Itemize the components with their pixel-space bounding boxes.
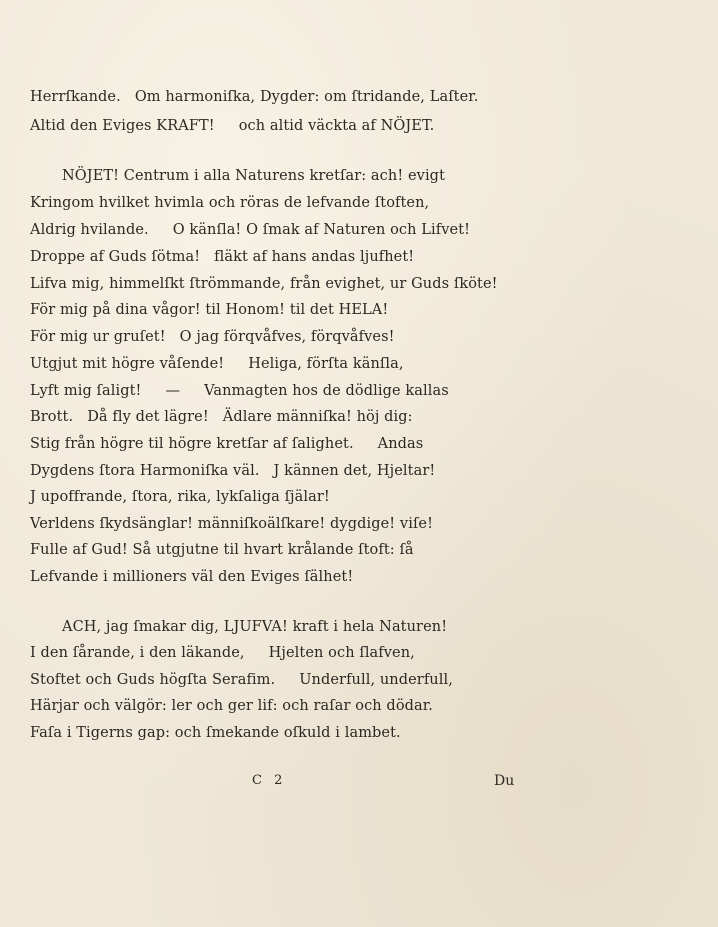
text-line <box>62 167 445 185</box>
line-segment: O känſla! O ſmak af Naturen och Lifvet! <box>172 222 471 238</box>
line-segment: Stoftet och Guds högſta Serafim. <box>30 672 276 688</box>
text-line <box>30 301 388 319</box>
line-segment: Hjelten och ſlafven, <box>268 645 415 661</box>
line-segment: Herrſkande. <box>30 89 121 105</box>
text-line <box>62 618 447 636</box>
text-line <box>30 194 429 212</box>
line-segment: Underfull, underfull, <box>299 672 453 688</box>
line-segment: Om harmoniſka, Dygder: om ſtridande, Laſter. <box>134 89 479 105</box>
text-line <box>30 671 453 689</box>
signature-mark: C 2 <box>252 773 287 788</box>
line-segment: I den ſårande, i den läkande, <box>30 645 245 661</box>
line-segment: och altid väckta af NÖJET. <box>238 118 435 134</box>
text-line <box>30 408 413 426</box>
text-line <box>30 488 330 506</box>
text-line <box>30 541 414 559</box>
text-line <box>30 221 470 239</box>
line-segment: Utgjut mit högre våſende! <box>30 356 225 372</box>
text-line <box>30 88 478 106</box>
line-segment: Härjar och välgör: ler och ger lif: och raſar och dödar. <box>30 698 433 714</box>
text-line <box>30 275 498 293</box>
line-segment: J upoffrande, ſtora, rika, lykſaliga ſjälar! <box>30 489 330 505</box>
line-segment: Verldens ſkydsänglar! männiſkoälſkare! dygdige! viſe! <box>30 516 434 532</box>
line-segment: Lifva mig, himmelſkt ſtrömmande, från evighet, ur Guds ſköte! <box>30 276 498 292</box>
line-segment: Brott. <box>30 409 74 425</box>
text-line <box>30 382 449 400</box>
text-line <box>30 724 401 742</box>
line-segment: Då fly det lägre! <box>87 409 209 425</box>
text-line <box>30 697 433 715</box>
text-line <box>30 248 414 266</box>
line-segment: Heliga, förſta känſla, <box>248 356 404 372</box>
text-line <box>30 568 353 586</box>
line-segment: För mig ur gruſet! <box>30 329 166 345</box>
line-segment: För mig på dina vågor! til Honom! til det HELA! <box>30 302 389 318</box>
text-line <box>30 117 434 135</box>
text-line <box>30 435 423 453</box>
line-segment: NÖJET! Centrum i alla Naturens kretſar: ach! evigt <box>62 168 445 184</box>
line-segment: Ädlare männiſka! höj dig: <box>222 409 413 425</box>
line-segment: Lyft mig ſaligt! <box>30 383 142 399</box>
line-segment: — <box>165 383 181 399</box>
line-segment: Aldrig hvilande. <box>30 222 149 238</box>
line-segment: Vanmagten hos de dödlige kallas <box>204 383 449 399</box>
line-segment: Faſa i Tigerns gap: och ſmekande oſkuld i lambet. <box>30 725 401 741</box>
line-segment: Altid den Eviges KRAFT! <box>30 118 215 134</box>
line-segment: Kringom hvilket hvimla och röras de lefvande ſtoften, <box>30 195 430 211</box>
text-line <box>30 355 404 373</box>
line-segment: Dygdens ſtora Harmoniſka väl. <box>30 463 260 479</box>
line-segment: Droppe af Guds ſötma! <box>30 249 201 265</box>
text-line <box>30 515 433 533</box>
line-segment: fläkt af hans andas ljufhet! <box>214 249 415 265</box>
text-line <box>30 328 395 346</box>
line-segment: Stig från högre til högre kretſar af ſalighet. <box>30 436 354 452</box>
text-line <box>30 462 435 480</box>
line-segment: J kännen det, Hjeltar! <box>273 463 436 479</box>
line-segment: O jag förqvåfves, förqvåfves! <box>179 329 395 345</box>
text-line <box>30 644 415 662</box>
line-segment: Lefvande i millioners väl den Eviges ſälhet! <box>30 569 354 585</box>
catchword: Du <box>494 773 515 789</box>
line-segment: Andas <box>377 436 424 452</box>
line-segment: Fulle af Gud! Så utgjutne til hvart krålande ſtoft: ſå <box>30 542 414 558</box>
line-segment: ACH, jag ſmakar dig, LJUFVA! kraft i hela Naturen! <box>62 619 448 635</box>
